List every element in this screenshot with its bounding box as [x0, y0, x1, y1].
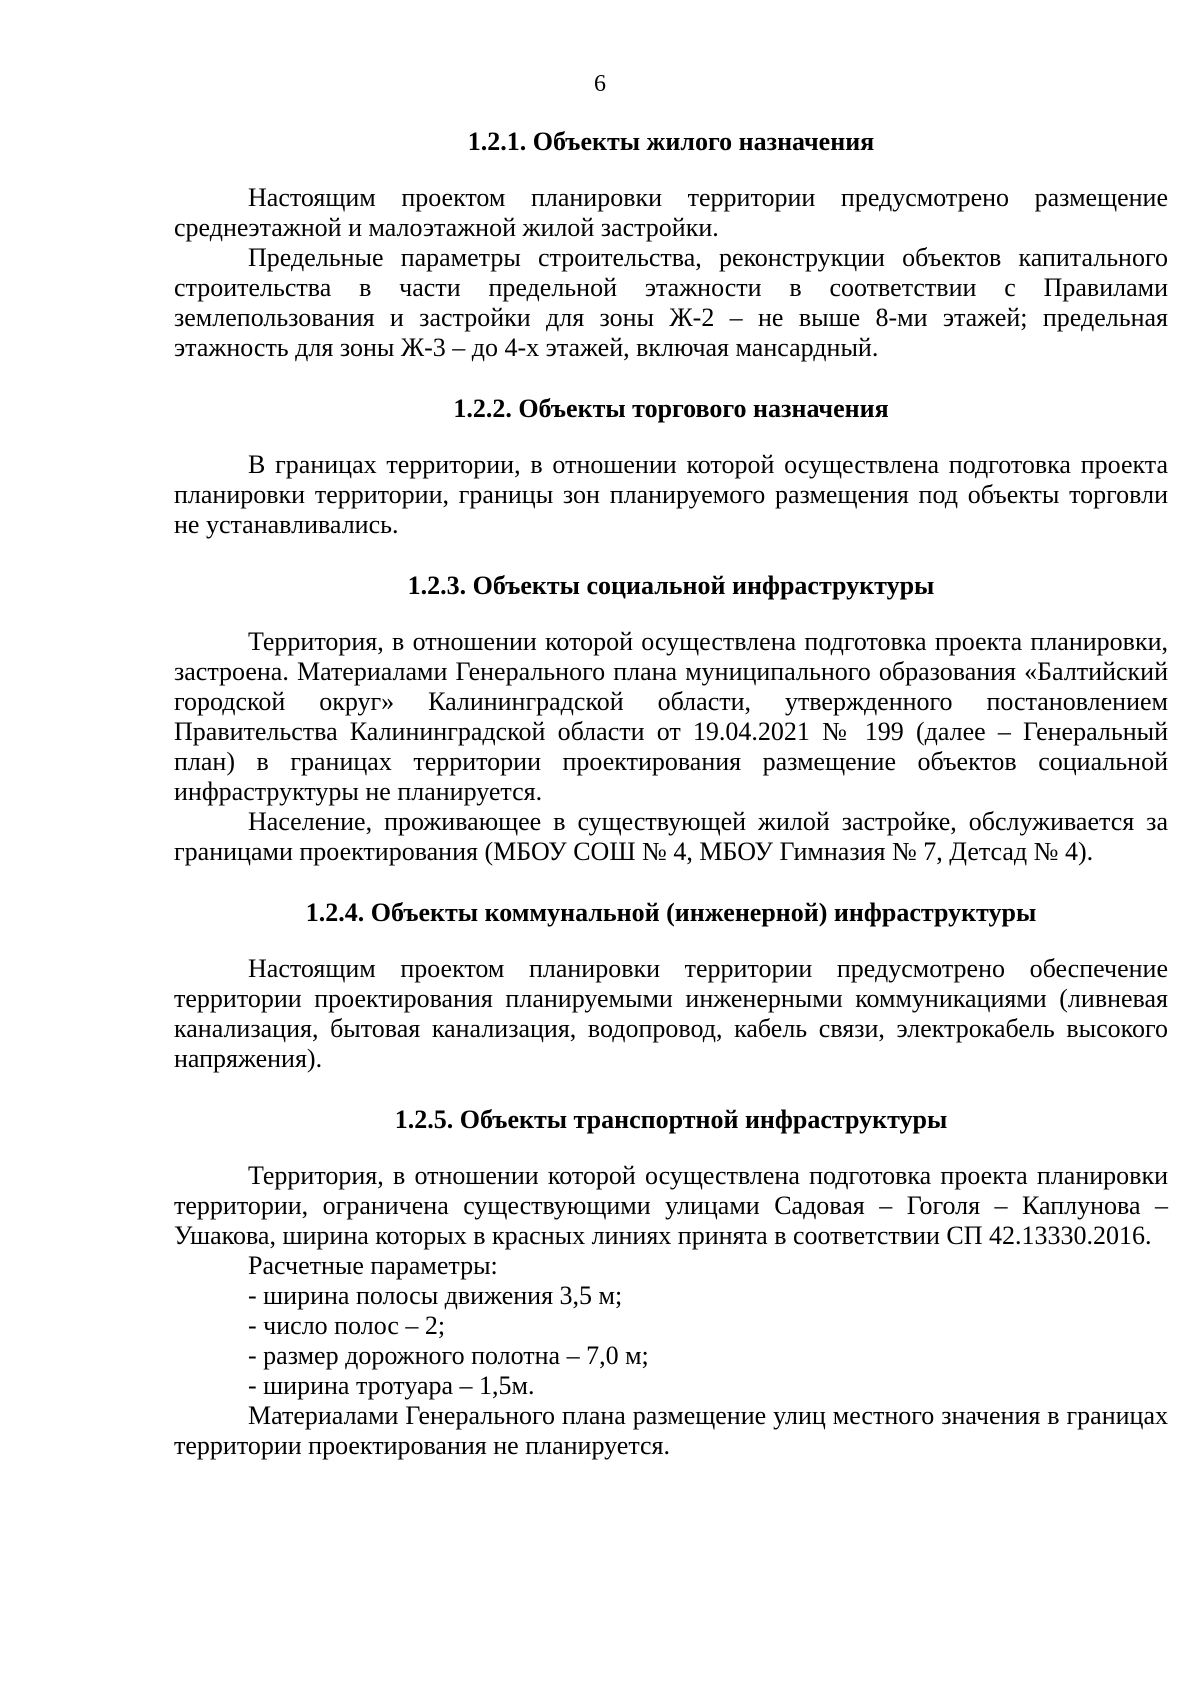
section-heading: 1.2.4. Объекты коммунальной (инженерной) инфраструктуры: [305, 898, 1037, 927]
paragraph: В границах территории, в отношении которой осуществлена подготовка проекта планировки территории, границы зон планируемого размещения под объекты торговли не устанавливались.: [174, 450, 1168, 539]
paragraph: Предельные параметры строительства, реконструкции объектов капитального строительства в части предельной этажности в соответствии с Правилами землепользования и застройки для зоны Ж-2 – не выше 8-ми этажей; предельная этажность для зоны Ж-3 – до 4-х этажей, включая мансардный.: [174, 243, 1168, 362]
section-social: [174, 571, 1168, 867]
paragraph: Территория, в отношении которой осуществлена подготовка проекта планировки, застроена. Материалами Генерального плана муниципального образования «Балтийский городской округ» Калининградской области, утвержденного постановлением Правительства Калининградской области от 19.04.2021 № 199 (далее – Генеральный план) в границах территории проектирования размещение объектов социальной инфраструктуры не планируется.: [174, 627, 1168, 806]
section-heading: 1.2.1. Объекты жилого назначения: [467, 127, 875, 156]
section-transport: [174, 1105, 1168, 1461]
section-heading: 1.2.2. Объекты торгового назначения: [453, 394, 889, 423]
paragraph: Материалами Генерального плана размещение улиц местного значения в границах территории проектирования не планируется.: [174, 1401, 1168, 1460]
param-item: - ширина тротуара – 1,5м.: [248, 1371, 535, 1400]
params-label: Расчетные параметры:: [248, 1251, 498, 1280]
param-item: - размер дорожного полотна – 7,0 м;: [248, 1341, 649, 1370]
section-trade: [174, 394, 1168, 540]
paragraph: Население, проживающее в существующей жилой застройке, обслуживается за границами проектирования (МБОУ СОШ № 4, МБОУ Гимназия № 7, Детсад № 4).: [174, 807, 1168, 866]
param-item: - число полос – 2;: [248, 1311, 446, 1340]
param-item: - ширина полосы движения 3,5 м;: [248, 1281, 623, 1310]
section-heading: 1.2.5. Объекты транспортной инфраструктуры: [394, 1105, 948, 1134]
paragraph: Территория, в отношении которой осуществлена подготовка проекта планировки территории, ограничена существующими улицами Садовая – Гоголя – Каплунова – Ушакова, ширина которых в красных линиях принята в соответствии СП 42.13330.2016.: [174, 1161, 1168, 1250]
section-residential: [174, 127, 1168, 363]
paragraph: Настоящим проектом планировки территории предусмотрено обеспечение территории проектирования планируемыми инженерными коммуникациями (ливневая канализация, бытовая канализация, водопровод, кабель связи, электрокабель высокого напряжения).: [174, 954, 1168, 1073]
page-number: 6: [594, 71, 606, 97]
section-heading: 1.2.3. Объекты социальной инфраструктуры: [407, 571, 935, 600]
paragraph: Настоящим проектом планировки территории предусмотрено размещение среднеэтажной и малоэтажной жилой застройки.: [174, 183, 1168, 242]
document-body: [174, 127, 1168, 1461]
section-utilities: [174, 898, 1168, 1074]
